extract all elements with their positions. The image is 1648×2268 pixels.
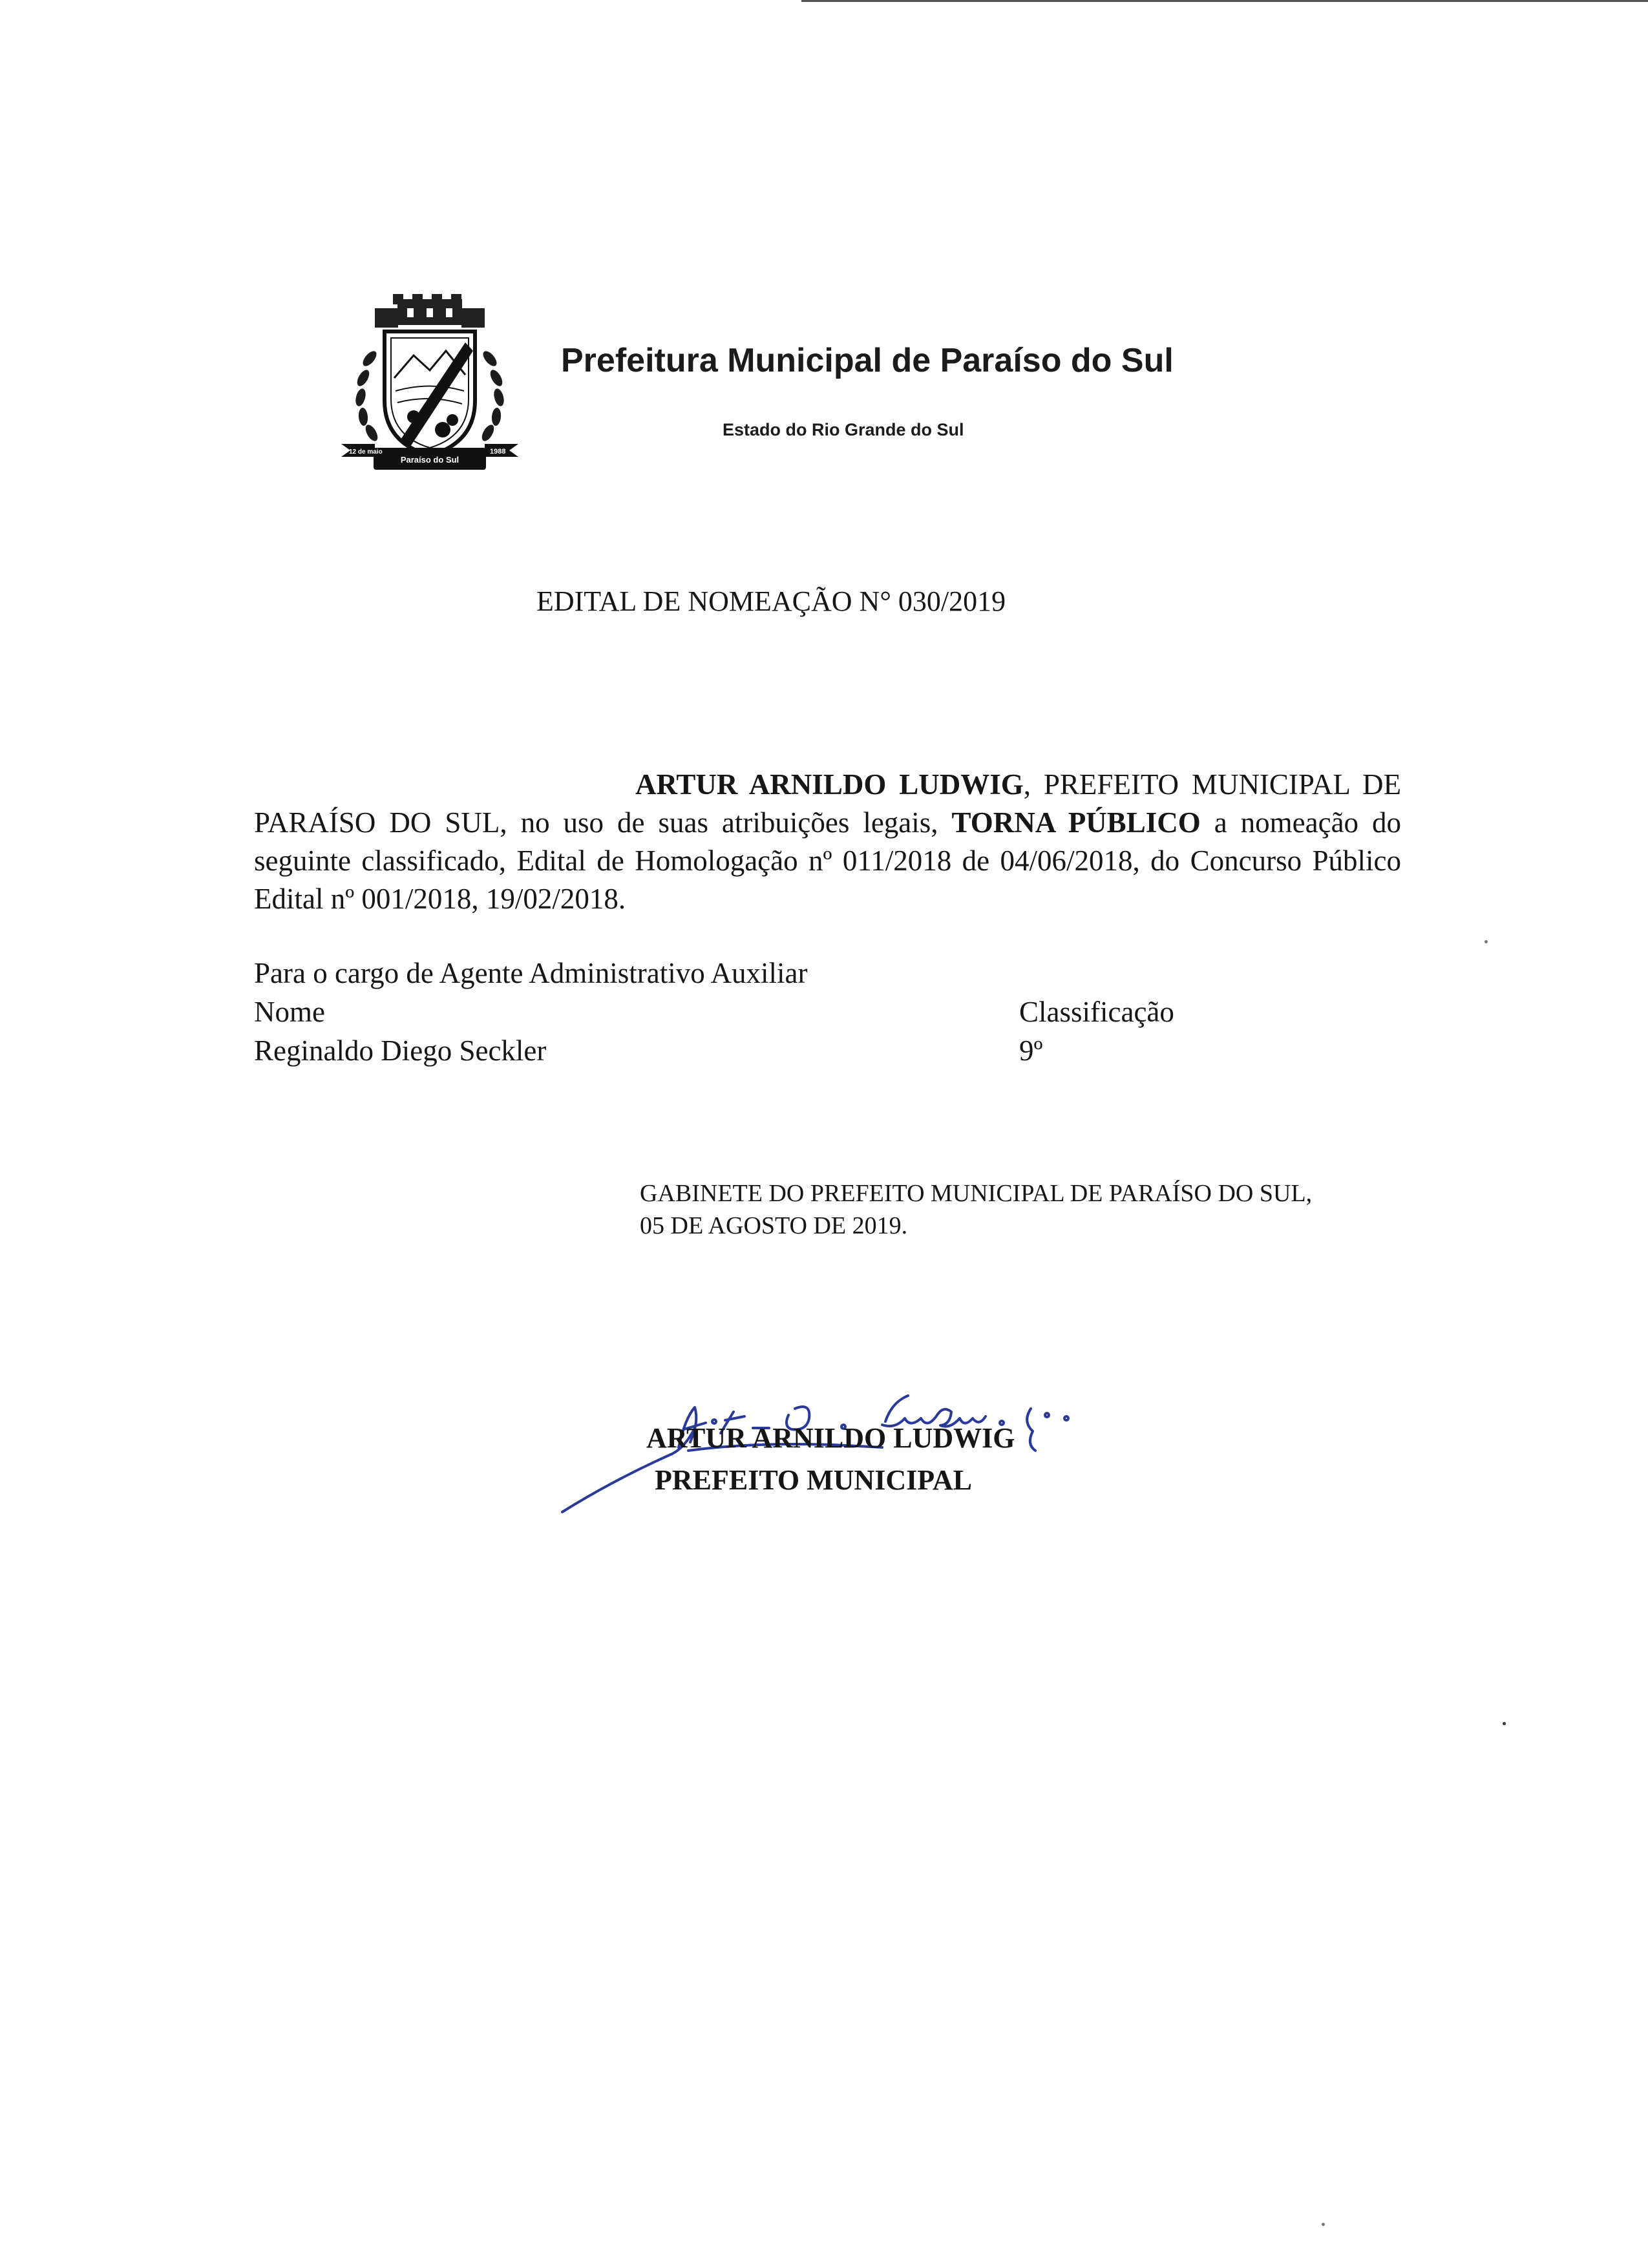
scan-speck [1322,2223,1325,2226]
svg-text:Paraíso do Sul: Paraíso do Sul [400,455,460,465]
state-name: Estado do Rio Grande do Sul [723,420,964,439]
signatory-role: PREFEITO MUNICIPAL [655,1464,972,1496]
role-line: Para o cargo de Agente Administrativo Auxiliar [254,957,808,989]
intro-text-2: a nomeação do seguinte classificado, Edital de Homologação nº 011/2018 de 04/06/2018, do Concurso Público Edital nº 001/2018, 19/02/2018. [254,806,1402,915]
intro-emphasis: TORNA PÚBLICO [951,806,1201,839]
table-cell-name: Reginaldo Diego Seckler [254,1034,547,1067]
scan-speck [1484,940,1488,943]
svg-text:1988: 1988 [490,448,506,456]
table-cell-classification: 9º [1019,1034,1043,1067]
signatory-name: ARTUR ARNILDO LUDWIG [646,1422,1015,1454]
intro-text-1: , PREFEITO MUNICIPAL DE PARAÍSO DO SUL, no uso de suas atribuições legais, [254,768,1401,839]
scan-edge-line [801,0,1648,2]
scan-speck [1503,1722,1506,1725]
table-header-classification: Classificação [1019,996,1174,1028]
intro-paragraph [254,766,1401,918]
closing-line-2: 05 DE AGOSTO DE 2019. [640,1212,908,1239]
closing-line-1: GABINETE DO PREFEITO MUNICIPAL DE PARAÍSO DO SUL, [640,1180,1313,1207]
table-header-name: Nome [254,996,325,1028]
organization-name: Prefeitura Municipal de Paraíso do Sul [561,342,1174,379]
municipal-coat-of-arms-icon [336,294,523,481]
svg-text:12 de maio: 12 de maio [349,448,383,456]
document-title: EDITAL DE NOMEAÇÃO N° 030/2019 [536,585,1006,617]
handwritten-signature [556,1383,1112,1531]
mayor-name: ARTUR ARNILDO LUDWIG [635,768,1024,801]
